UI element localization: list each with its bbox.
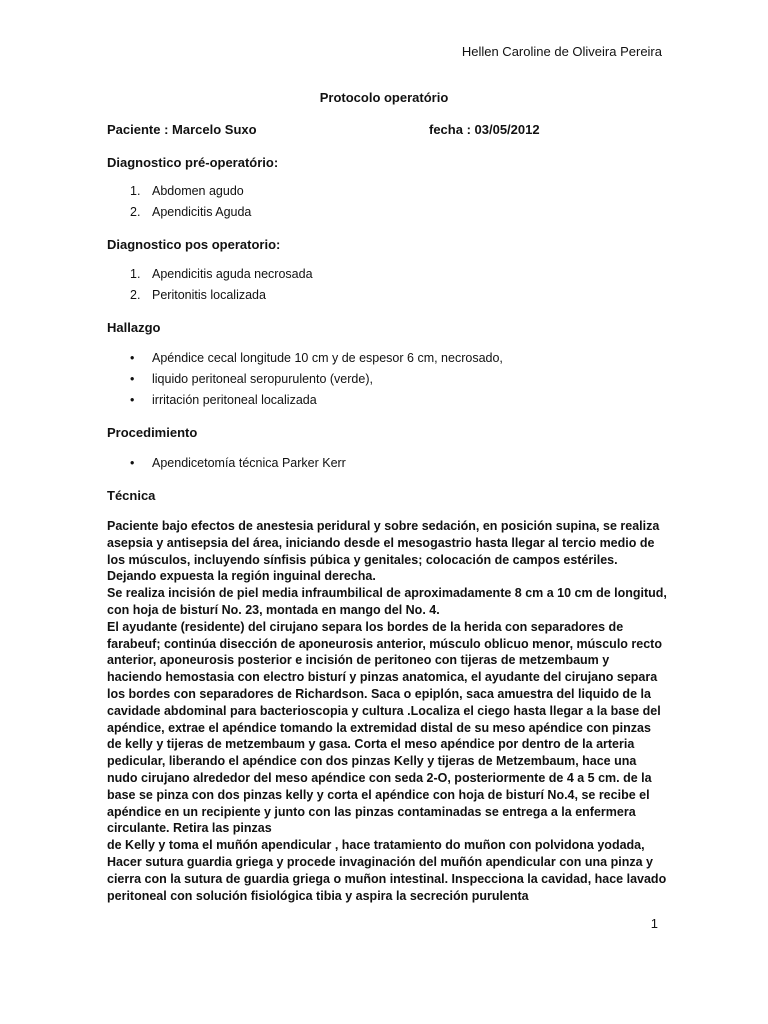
findings-list bbox=[130, 348, 503, 411]
technique-body bbox=[107, 518, 667, 904]
list-item-text: Abdomen agudo bbox=[152, 184, 244, 198]
bullet-icon: • bbox=[130, 456, 135, 470]
technique-paragraph: Paciente bajo efectos de anestesia peridural y sobre sedación, en posición supina, se realiza asepsia y antisepsia del área, iniciando desde el mesogastrio hasta llegar al tercio medio de los músculos, incluyendo sínfisis púbica y genitales; colocación de campos estériles. Dejando expuesta la región inguinal derecha. bbox=[107, 519, 660, 584]
bullet-icon: • bbox=[130, 393, 135, 407]
list-item bbox=[130, 369, 503, 390]
list-item bbox=[130, 202, 251, 223]
list-item-text: liquido peritoneal seropurulento (verde), bbox=[152, 372, 373, 386]
list-marker: 1. bbox=[130, 267, 141, 281]
patient-row bbox=[107, 122, 667, 137]
technique-paragraph: El ayudante (residente) del cirujano separa los bordes de la herida con separadores de farabeuf; continúa disección de aponeurosis anterior, músculo oblicuo menor, músculo recto anterior, aponeurosis posterior e incisión de peritoneo con tijeras de metzembaum y haciendo hemostasia con electro bisturí y pinzas anatomica, el ayudante del cirujano separa los bordes con separadores de Richardson. Saca o epiplón, saca amuestra del liquido de la cavidade abdominal para bacterioscopia y cultura .Localiza el ciego hasta llegar a la base del apéndice, extrae el apéndice tomando la extremidad distal de su meso apéndice con pinzas de kelly y tijeras de metzembaum y gasa. Corta el meso apéndice por dentro de la arteria pedicular, liberando el apéndice con dos pinzas Kelly y tijeras de Metzembaum, hace una nudo cirujano alrededor del meso apéndice con seda 2-O, posteriormente de 4 a 5 cm. de la base se pinza con dos pinzas kelly y corta el apéndice con hoja de bisturí No.4, se recibe el apéndice en un recipiente y junto con las pinzas contaminadas se entrega a la enfermera circulante. Retira las pinzas bbox=[107, 619, 662, 836]
pre-op-heading: Diagnostico pré-operatório: bbox=[107, 155, 279, 170]
list-item-text: Apéndice cecal longitude 10 cm y de espesor 6 cm, necrosado, bbox=[152, 351, 503, 365]
list-item bbox=[130, 348, 503, 369]
list-marker: 1. bbox=[130, 184, 141, 198]
author-name: Hellen Caroline de Oliveira Pereira bbox=[461, 44, 662, 59]
pre-op-list bbox=[130, 181, 251, 223]
procedure-list bbox=[130, 453, 346, 474]
document-title: Protocolo operatório bbox=[319, 90, 449, 105]
list-item bbox=[130, 285, 313, 306]
list-item-text: irritación peritoneal localizada bbox=[152, 393, 317, 407]
list-item bbox=[130, 181, 251, 202]
list-item-text: Apendicitis Aguda bbox=[152, 205, 252, 219]
findings-heading: Hallazgo bbox=[107, 320, 161, 335]
list-item-text: Apendicetomía técnica Parker Kerr bbox=[152, 456, 346, 470]
list-item bbox=[130, 390, 503, 411]
post-op-heading: Diagnostico pos operatorio: bbox=[107, 237, 281, 252]
page-number: 1 bbox=[650, 916, 658, 931]
list-item-text: Peritonitis localizada bbox=[152, 288, 266, 302]
procedure-heading: Procedimiento bbox=[107, 425, 198, 440]
post-op-list bbox=[130, 264, 313, 306]
list-item bbox=[130, 264, 313, 285]
date-label: fecha : 03/05/2012 bbox=[429, 122, 540, 137]
list-item bbox=[130, 453, 346, 474]
bullet-icon: • bbox=[130, 351, 135, 365]
list-marker: 2. bbox=[130, 205, 141, 219]
bullet-icon: • bbox=[130, 372, 135, 386]
technique-paragraph: de Kelly y toma el muñón apendicular , hace tratamiento do muñon con polvidona yodada, Hacer sutura guardia griega y procede invaginación del muñón apendicular con una pinza y cierra con la sutura de guardia griega o muñon intestinal. Inspecciona la cavidad, hace lavado peritoneal con solución fisiológica tibia y aspira la secreción purulenta bbox=[107, 838, 667, 903]
technique-paragraph: Se realiza incisión de piel media infraumbilical de aproximadamente 8 cm a 10 cm de longitud, con hoja de bisturí No. 23, montada en mango del No. 4. bbox=[107, 586, 667, 617]
list-marker: 2. bbox=[130, 288, 141, 302]
patient-label: Paciente : Marcelo Suxo bbox=[107, 122, 257, 137]
list-item-text: Apendicitis aguda necrosada bbox=[152, 267, 313, 281]
technique-heading: Técnica bbox=[107, 488, 156, 503]
